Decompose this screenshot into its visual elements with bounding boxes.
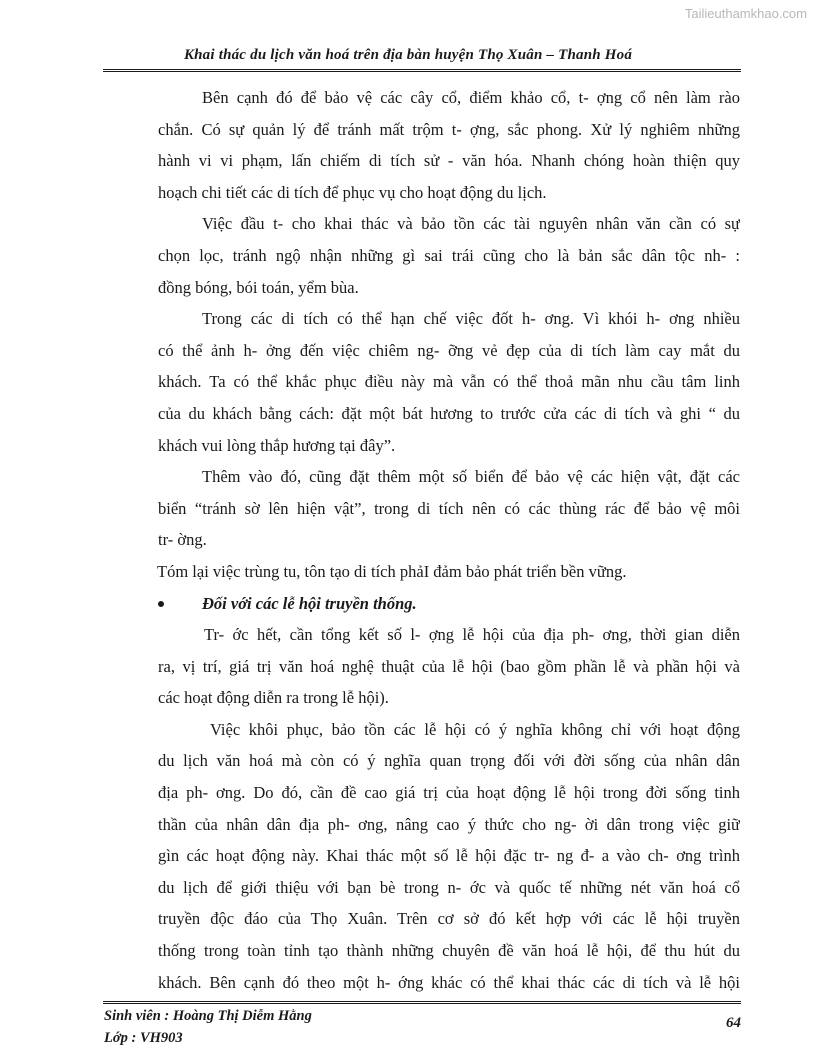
text-line: của du khách bằng cách: đặt một bát hương to trước cửa các di tích và ghi “ du — [158, 403, 740, 423]
text-line: ra, vị trí, giá trị văn hoá nghệ thuật của lễ hội (bao gồm phần lễ và phần hội và — [158, 656, 740, 676]
footer-class: Lớp : VH903 — [104, 1030, 183, 1046]
summary-line: Tóm lại việc trùng tu, tôn tạo di tích phảI đảm bảo phát triển bền vững. — [157, 561, 627, 581]
text-line: Thêm vào đó, cũng đặt thêm một số biển để bảo vệ các hiện vật, đặt các — [202, 467, 740, 487]
footer-student-name: Sinh viên : Hoàng Thị Diễm Hằng — [104, 1008, 312, 1024]
text-line: Trong các di tích có thể hạn chế việc đốt h- ơng. Vì khói h- ơng nhiều — [202, 309, 740, 329]
text-line: đồng bóng, bói toán, yểm bùa. — [158, 277, 359, 297]
bullet-heading — [158, 588, 740, 620]
bullet-heading-text: Đối với các lễ hội truyền thống. — [202, 593, 417, 613]
document-body — [158, 82, 740, 998]
text-line: biển “tránh sờ lên hiện vật”, trong di tích nên có các thùng rác để bảo vệ môi — [158, 498, 740, 518]
bullet-icon — [158, 601, 164, 607]
text-line: có thể ảnh h- ởng đến việc chiêm ng- ỡng vẻ đẹp của di tích làm cay mắt du — [158, 340, 740, 360]
header-rule — [103, 69, 741, 72]
text-line: khách vui lòng thắp hương tại đây”. — [158, 435, 396, 455]
text-line: Tr- ớc hết, cần tổng kết số l- ợng lễ hội của địa ph- ơng, thời gian diễn — [204, 625, 740, 645]
text-line: thống trong toàn tỉnh tạo thành những chuyên đề văn hoá lễ hội, để thu hút du — [158, 941, 740, 961]
text-line: gìn các hoạt động này. Khai thác một số lễ hội đặc tr- ng đ- a vào ch- ơng trình — [158, 846, 740, 866]
watermark: Tailieuthamkhao.com — [684, 6, 807, 21]
text-line: hành vi vi phạm, lấn chiếm di tích sử - văn hóa. Nhanh chóng hoàn thiện quy — [158, 151, 740, 171]
text-line: hoạch chi tiết các di tích để phục vụ cho hoạt động du lịch. — [158, 182, 547, 202]
text-line: chắn. Có sự quản lý để tránh mất trộm t- ợng, sắc phong. Xử lý nghiêm những — [158, 119, 740, 139]
text-line: du lịch để giới thiệu với bạn bè trong n- ớc và quốc tế những nét văn hoá cổ — [158, 877, 740, 897]
text-line: khách. Bên cạnh đó theo một h- ớng khác có thể khai thác các di tích và lễ hội — [158, 972, 740, 992]
text-line: thần của nhân dân địa ph- ơng, nâng cao ý thức cho ng- ời dân trong việc giữ — [158, 814, 740, 834]
text-line: khách. Ta có thể khắc phục điều này mà vẫn có thể thoả mãn nhu cầu tâm linh — [158, 372, 740, 392]
footer-rule — [103, 1001, 741, 1004]
text-line: Bên cạnh đó để bảo vệ các cây cổ, điểm khảo cổ, t- ợng cổ nên làm rào — [202, 88, 740, 107]
text-line: Việc đầu t- cho khai thác và bảo tồn các tài nguyên nhân văn cần có sự — [202, 214, 740, 234]
text-line: Việc khôi phục, bảo tồn các lễ hội có ý nghĩa không chỉ với hoạt động — [210, 719, 740, 739]
text-line: địa ph- ơng. Do đó, cần đề cao giá trị của hoạt động lễ hội trong đời sống tinh — [158, 783, 740, 803]
page-number: 64 — [726, 1015, 741, 1031]
text-line: du lịch văn hoá mà còn có ý nghĩa quan trọng đối với đời sống của nhân dân — [158, 751, 740, 771]
text-line: truyền độc đáo của Thọ Xuân. Trên cơ sở đó kết hợp với các lễ hội truyền — [158, 909, 740, 929]
text-line: chọn lọc, tránh ngộ nhận những gì sai trái cũng cho là bản sắc dân tộc nh- : — [158, 245, 740, 265]
text-line: các hoạt động diễn ra trong lễ hội). — [158, 688, 389, 708]
text-line: tr- ờng. — [158, 530, 207, 550]
running-header-title: Khai thác du lịch văn hoá trên địa bàn huyện Thọ Xuân – Thanh Hoá — [183, 47, 633, 63]
